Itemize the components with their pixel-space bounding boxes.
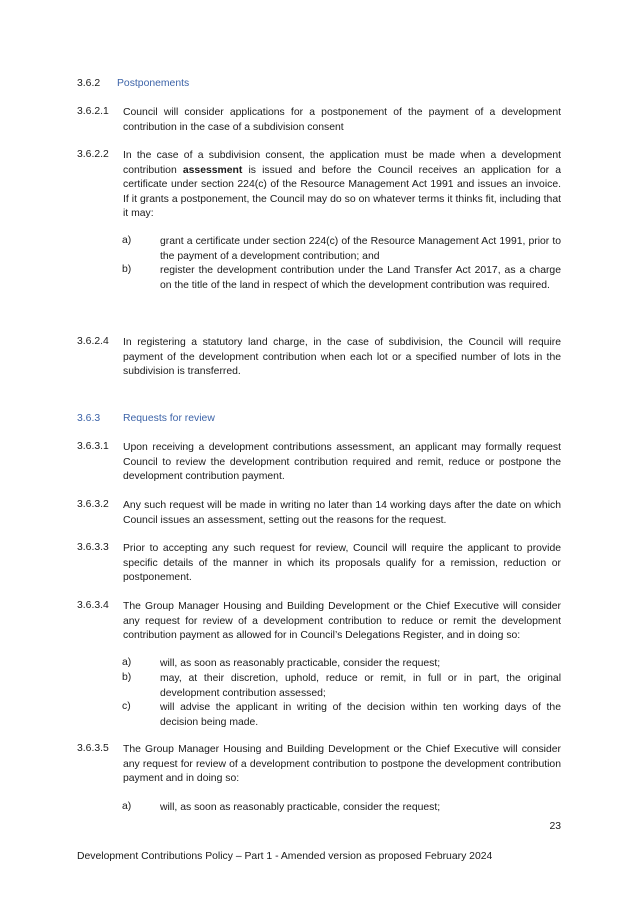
clause-number: 3.6.3.3 bbox=[77, 542, 109, 553]
sub-item-text: register the development contribution under the Land Transfer Act 2017, as a charge on the title of the land in respect of which the development contribution was required. bbox=[160, 265, 561, 291]
clause-text bbox=[123, 149, 561, 222]
clause-text: The Group Manager Housing and Building Development or the Chief Executive will consider any request for review of a development contribution to reduce or remit the development contribution payment as allowed for in Council’s Delegations Register, and in doing so: bbox=[123, 601, 561, 642]
section-number: 3.6.2 bbox=[77, 78, 101, 89]
clause-text: Prior to accepting any such request for review, Council will require the applicant to provide specific details of the manner in which its proposals qualify for a remission, reduction or postponement. bbox=[123, 543, 561, 584]
clause-number: 3.6.3.1 bbox=[77, 441, 109, 452]
sub-item-text: will, as soon as reasonably practicable, consider the request; bbox=[160, 802, 441, 813]
clause-text: Council will consider applications for a postponement of the payment of a development contribution in the case of a subdivision consent bbox=[123, 107, 561, 133]
section-number: 3.6.3 bbox=[77, 413, 101, 424]
sub-item-text: grant a certificate under section 224(c) of the Resource Management Act 1991, prior to the payment of a development contribution; and bbox=[160, 236, 561, 262]
sub-item-label: b) bbox=[122, 264, 132, 275]
sub-item-text: will, as soon as reasonably practicable, consider the request; bbox=[160, 658, 441, 669]
sub-item-label: b) bbox=[122, 672, 132, 683]
sub-item-label: c) bbox=[122, 701, 131, 712]
sub-item-label: a) bbox=[122, 801, 132, 812]
clause-number: 3.6.3.4 bbox=[77, 600, 109, 611]
section-title: Postponements bbox=[117, 78, 190, 89]
page-number: 23 bbox=[549, 821, 561, 832]
section-title: Requests for review bbox=[123, 413, 215, 424]
clause-number: 3.6.2.4 bbox=[77, 336, 109, 347]
clause-number: 3.6.2.1 bbox=[77, 106, 109, 117]
sub-item-text: may, at their discretion, uphold, reduce or remit, in full or in part, the original development contribution assessed; bbox=[160, 673, 561, 699]
sub-item-text: will advise the applicant in writing of the decision within ten working days of the decision being made. bbox=[160, 702, 561, 728]
clause-text: The Group Manager Housing and Building Development or the Chief Executive will consider any request for review of a development contribution to postpone the development contribution payment and in doing so: bbox=[123, 744, 561, 785]
clause-text-part: In the case of a subdivision consent, the application must be made when a development contribution bbox=[123, 150, 561, 176]
clause-text: Upon receiving a development contributions assessment, an applicant may formally request Council to review the development contribution required and remit, reduce or postpone the development contribution payment. bbox=[123, 442, 561, 483]
clause-number: 3.6.2.2 bbox=[77, 149, 109, 160]
bold-term: assessment bbox=[182, 164, 243, 176]
clause-text-part: is issued and before the Council receives an application for a certificate under section 224(c) of the Resource Management Act 1991 and issues an invoice. If it grants a postponement, the Council may do so on whatever terms it thinks fit, including that it may: bbox=[123, 164, 562, 220]
page-footer: Development Contributions Policy – Part 1 - Amended version as proposed February 2024 bbox=[77, 851, 493, 862]
clause-number: 3.6.3.5 bbox=[77, 743, 109, 754]
clause-text: In registering a statutory land charge, in the case of subdivision, the Council will require payment of the development contribution when each lot or a specified number of lots in the subdivision is transferred. bbox=[123, 337, 561, 378]
sub-item-label: a) bbox=[122, 657, 132, 668]
clause-number: 3.6.3.2 bbox=[77, 499, 109, 510]
sub-item-label: a) bbox=[122, 235, 132, 246]
clause-text: Any such request will be made in writing no later than 14 working days after the date on which Council issues an assessment, setting out the reasons for the request. bbox=[123, 500, 561, 526]
